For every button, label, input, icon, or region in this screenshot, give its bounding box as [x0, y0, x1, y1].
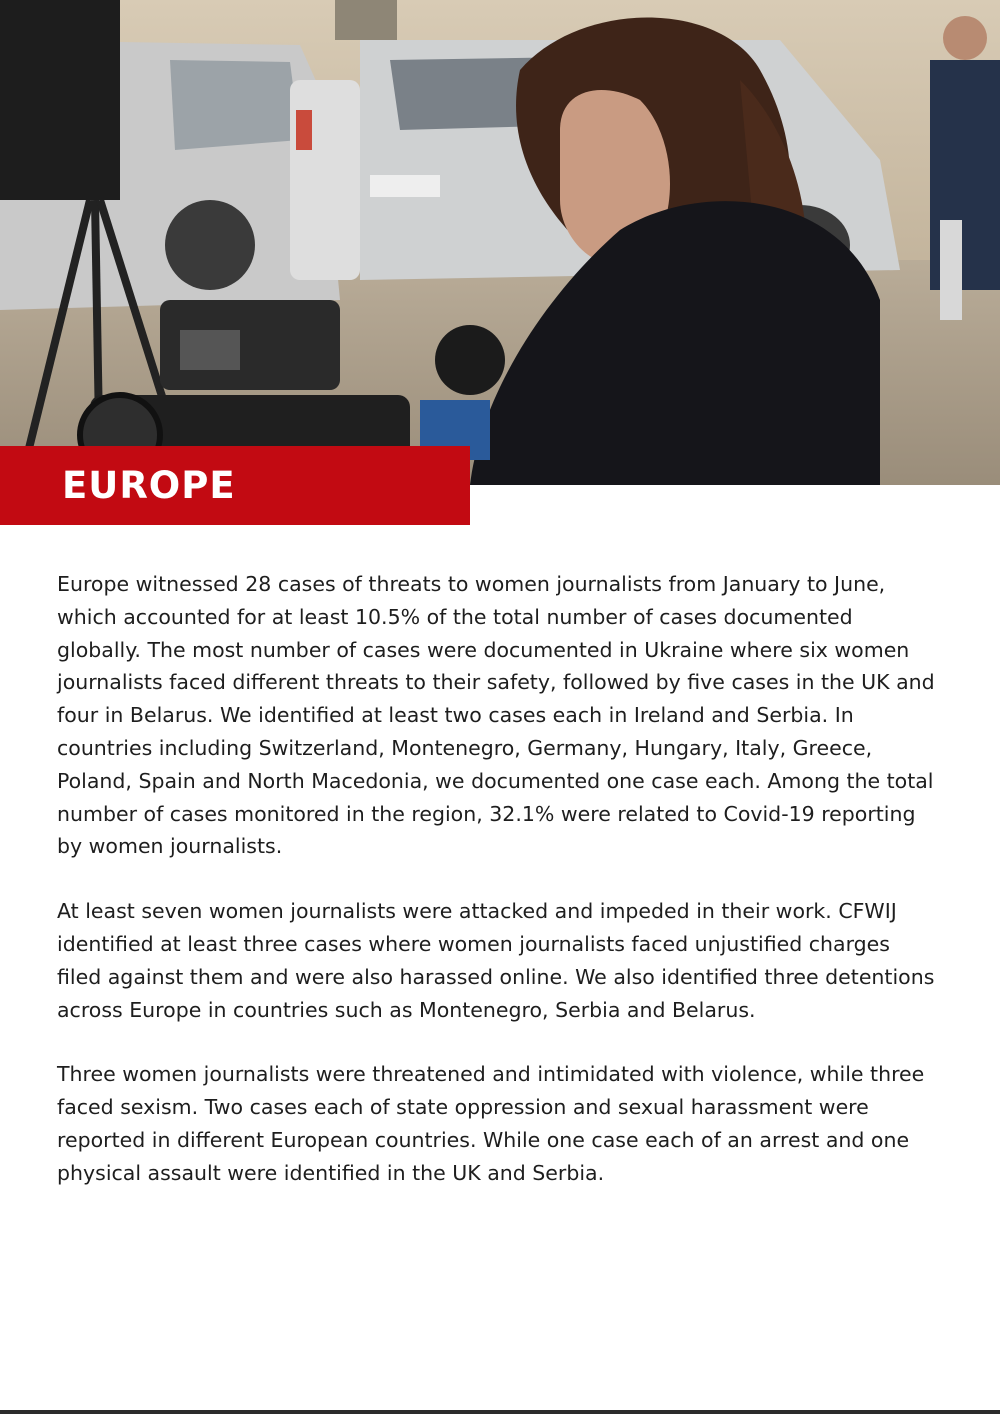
paragraph-2: At least seven women journalists were attacked and impeded in their work. CFWIJ identified at least three cases where women journalists faced unjustified charges filed against them and were also harassed online. We also identified three detentions across Europe in countries such as Montenegro, Serbia and Belarus. — [57, 899, 935, 1022]
bottom-rule — [0, 1410, 1000, 1414]
paragraph-3: Three women journalists were threatened and intimidated with violence, while three faced sexism. Two cases each of state oppression and sexual harassment were reported in different European countries. While one case each of an arrest and one physical assault were identified in the UK and Serbia. — [57, 1062, 925, 1185]
paragraph-1: Europe witnessed 28 cases of threats to women journalists from January to June, which accounted for at least 10.5% of the total number of cases documented globally. The most number of cases were documented in Ukraine where six women journalists faced different threats to their safety, followed by five cases in the UK and four in Belarus. We identified at least two cases each in Ireland and Serbia. In countries including Switzerland, Montenegro, Germany, Hungary, Italy, Greece, Poland, Spain and North Macedonia, we documented one case each. Among the total number of cases monitored in the region, 32.1% were related to Covid-19 reporting by women journalists. — [57, 572, 935, 859]
journalist-with-camera-image — [0, 0, 1000, 485]
section-title: EUROPE — [62, 464, 236, 507]
article-body — [57, 568, 937, 1222]
section-banner — [0, 446, 470, 525]
header-photo — [0, 0, 1000, 485]
